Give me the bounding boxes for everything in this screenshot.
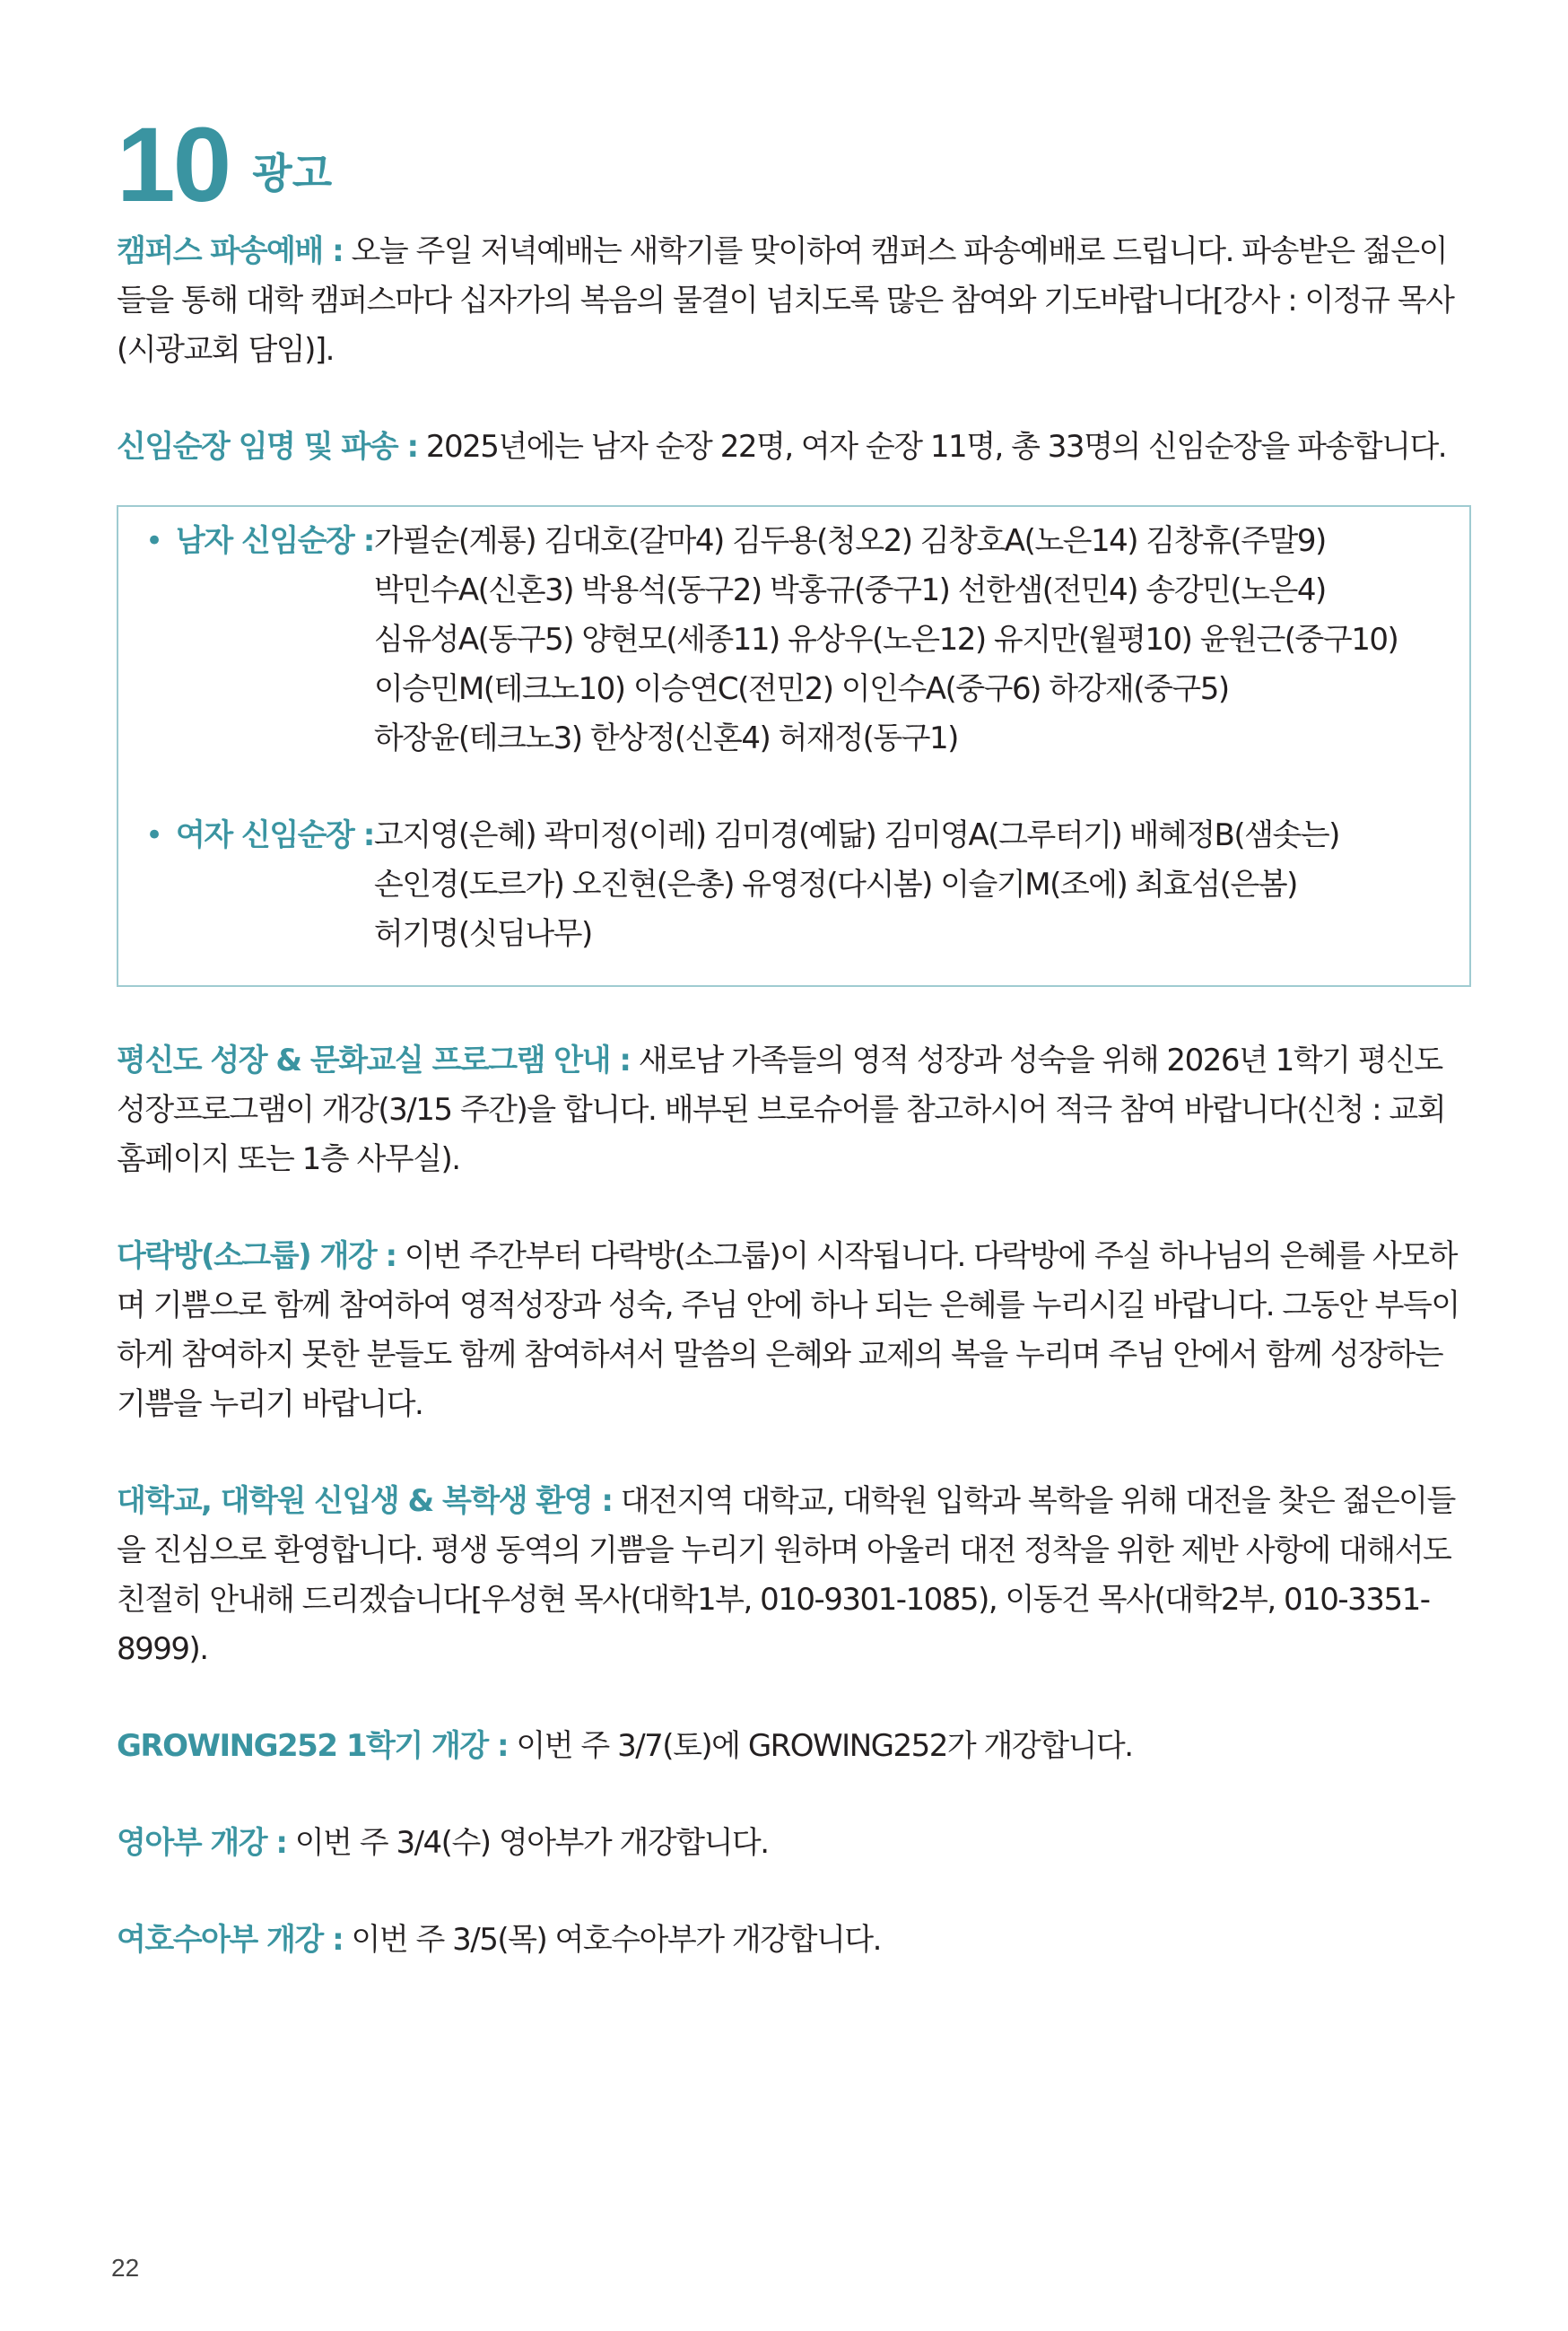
announcement-text: 이번 주 3/5(목) 여호수아부가 개강합니다. xyxy=(343,1922,881,1958)
names-list xyxy=(374,811,1451,959)
page-number: 22 xyxy=(111,2254,140,2282)
names-line: 이승민M(테크노10) 이승연C(전민2) 이인수A(중구6) 하강재(중구5) xyxy=(373,671,1229,707)
names-list xyxy=(374,517,1451,764)
announcement-university xyxy=(117,1477,1471,1674)
announcement-text: 이번 주간부터 다락방(소그룹)이 시작됩니다. 다락방에 주실 하나님의 은혜를 사모하며 기쁨으로 함께 참여하여 영적성장과 성숙, 주님 안에 하나 되는 은혜를 누리시길 바랍니다. 그동안 부득이하게 참여하지 못한 분들도 함께 참여하셔서 말씀의 은혜와 교제의 복을 누리며 주님 안에서 함께 성장하는 기쁨을 누리기 바랍니다. xyxy=(117,1238,1459,1422)
bullet: • xyxy=(145,523,162,559)
group-label: 남자 신임순장 : xyxy=(176,523,374,559)
announcement-growing252 xyxy=(117,1722,1471,1771)
bullet: • xyxy=(145,817,162,853)
names-line: 심유성A(동구5) 양현모(세종11) 유상우(노은12) 유지만(월평10) 윤원근(중구10) xyxy=(373,622,1398,658)
announcement-text: 새로남 가족들의 영적 성장과 성숙을 위해 2026년 1학기 평신도 성장프로그램이 개강(3/15 주간)을 합니다. 배부된 브로슈어를 참고하시어 적극 참여 바랍니다(신청 : 교회 홈페이지 또는 1층 사무실). xyxy=(117,1043,1446,1177)
announcement-text: 이번 주 3/4(수) 영아부가 개강합니다. xyxy=(286,1825,769,1861)
section-heading xyxy=(117,106,1471,224)
announcement-label: 여호수아부 개강 : xyxy=(117,1922,344,1958)
names-line: 손인경(도르가) 오진현(은총) 유영정(다시봄) 이슬기M(조에) 최효섬(은봄) xyxy=(373,867,1297,903)
names-line: 하장윤(테크노3) 한상정(신혼4) 허재정(동구1) xyxy=(373,720,958,756)
announcement-campus xyxy=(117,227,1471,375)
section-number: 10 xyxy=(117,106,230,224)
names-line: 가필순(계룡) 김대호(갈마4) 김두용(청오2) 김창호A(노은14) 김창휴(주말9) xyxy=(373,523,1326,559)
announcement-new-leaders xyxy=(117,423,1471,472)
announcement-label: 신임순장 임명 및 파송 : xyxy=(117,429,418,465)
announcement-growth-program xyxy=(117,1036,1471,1184)
announcement-label: GROWING252 1학기 개강 : xyxy=(117,1728,509,1764)
announcement-text: 대전지역 대학교, 대학원 입학과 복학을 위해 대전을 찾은 젊은이들을 진심으로 환영합니다. 평생 동역의 기쁨을 누리기 원하며 아울러 대전 정착을 위한 제반 사항에 대해서도 친절히 안내해 드리겠습니다[우성현 목사(대학1부, 010-9301-1085), 이동건 목사(대학2부, 010-3351-8999). xyxy=(117,1483,1455,1667)
announcement-text: 이번 주 3/7(토)에 GROWING252가 개강합니다. xyxy=(508,1728,1133,1764)
female-leaders-group xyxy=(145,811,1451,959)
announcement-label: 영아부 개강 : xyxy=(117,1825,287,1861)
announcement-label: 다락방(소그룹) 개강 : xyxy=(117,1238,396,1274)
announcement-text: 2025년에는 남자 순장 22명, 여자 순장 11명, 총 33명의 신임순장을 파송합니다. xyxy=(417,429,1447,465)
announcement-label: 평신도 성장 & 문화교실 프로그램 안내 : xyxy=(117,1043,631,1078)
group-label: 여자 신임순장 : xyxy=(176,817,374,853)
announcement-nursery xyxy=(117,1916,1471,1965)
announcement-text: 오늘 주일 저녁예배는 새학기를 맞이하여 캠퍼스 파송예배로 드립니다. 파송받은 젊은이들을 통해 대학 캠퍼스마다 십자가의 복음의 물결이 넘치도록 많은 참여와 기도바랍니다[강사 : 이정규 목사(시광교회 담임)]. xyxy=(117,233,1454,368)
announcements-page xyxy=(117,106,1471,2012)
male-leaders-group xyxy=(145,517,1451,764)
announcement-label: 캠퍼스 파송예배 : xyxy=(117,233,344,269)
names-line: 허기명(싯딤나무) xyxy=(373,916,592,952)
names-line: 박민수A(신혼3) 박용석(동구2) 박홍규(중구1) 선한샘(전민4) 송강민(노은4) xyxy=(373,572,1326,608)
names-line: 고지영(은혜) 곽미정(이레) 김미경(예닮) 김미영A(그루터기) 배혜정B(샘솟는) xyxy=(373,817,1339,853)
section-title: 광고 xyxy=(252,149,333,197)
announcement-label: 대학교, 대학원 신입생 & 복학생 환영 : xyxy=(117,1483,613,1519)
announcement-darak xyxy=(117,1232,1471,1429)
new-leaders-box xyxy=(117,505,1471,987)
announcement-infant xyxy=(117,1819,1471,1868)
